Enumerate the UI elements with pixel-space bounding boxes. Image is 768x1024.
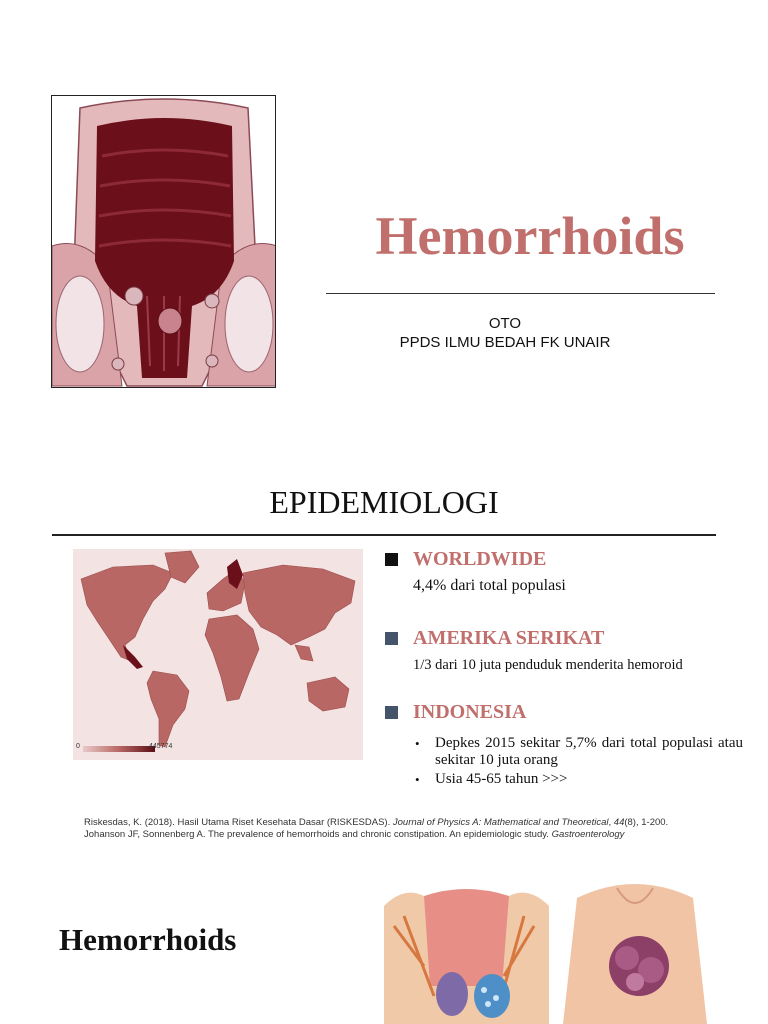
reference-riskesdas: Riskesdas, K. (2018). Hasil Utama Riset Kesehata Dasar (RISKESDAS). Journal of Physics A: Mathematical and Theoretical, 44(8), 1-200. <box>84 817 669 828</box>
title-divider <box>326 293 715 294</box>
bullet-dot-icon: • <box>415 772 420 787</box>
slide-title-text: Hemorrhoids <box>375 206 685 266</box>
list-item: • Depkes 2015 sekitar 5,7% dari total populasi atau sekitar 10 juta orang <box>415 735 743 768</box>
slide-title <box>0 0 768 450</box>
section-text: 4,4% dari total populasi <box>413 577 566 594</box>
world-map <box>73 549 363 760</box>
square-bullet-icon <box>385 706 398 719</box>
slide-hemorrhoids <box>0 860 768 1024</box>
section-text: 1/3 dari 10 juta penduduk menderita hemoroid <box>413 657 683 673</box>
map-legend-min: 0 <box>76 743 80 750</box>
external-hemorrhoids-illustration <box>557 878 713 1024</box>
epidemiology-heading: EPIDEMIOLOGI <box>269 484 499 520</box>
anorectal-anatomy-illustration <box>51 95 276 388</box>
internal-hemorrhoids-illustration <box>384 886 549 1024</box>
section-heading: WORLDWIDE <box>413 548 547 570</box>
author-block <box>360 314 650 352</box>
list-item: • Usia 45-65 tahun >>> <box>415 771 568 787</box>
square-bullet-icon <box>385 553 398 566</box>
heading-divider <box>52 534 716 536</box>
reference-johanson: Johanson JF, Sonnenberg A. The prevalence of hemorrhoids and chronic constipation. An epidemiologic study. Gastroenterology <box>84 829 625 840</box>
map-legend-gradient <box>83 746 155 752</box>
author-name: OTO <box>488 315 522 332</box>
author-affiliation: PPDS ILMU BEDAH FK UNAIR <box>399 334 611 351</box>
slide-epidemiology <box>0 450 768 860</box>
slide-heading: Hemorrhoids <box>59 922 237 957</box>
indonesia-list <box>413 735 743 790</box>
bullet-dot-icon: • <box>415 736 420 751</box>
section-heading: INDONESIA <box>413 701 527 723</box>
references <box>84 817 724 841</box>
section-heading: AMERIKA SERIKAT <box>413 627 605 649</box>
map-legend-max: 445774 <box>149 743 173 750</box>
square-bullet-icon <box>385 632 398 645</box>
